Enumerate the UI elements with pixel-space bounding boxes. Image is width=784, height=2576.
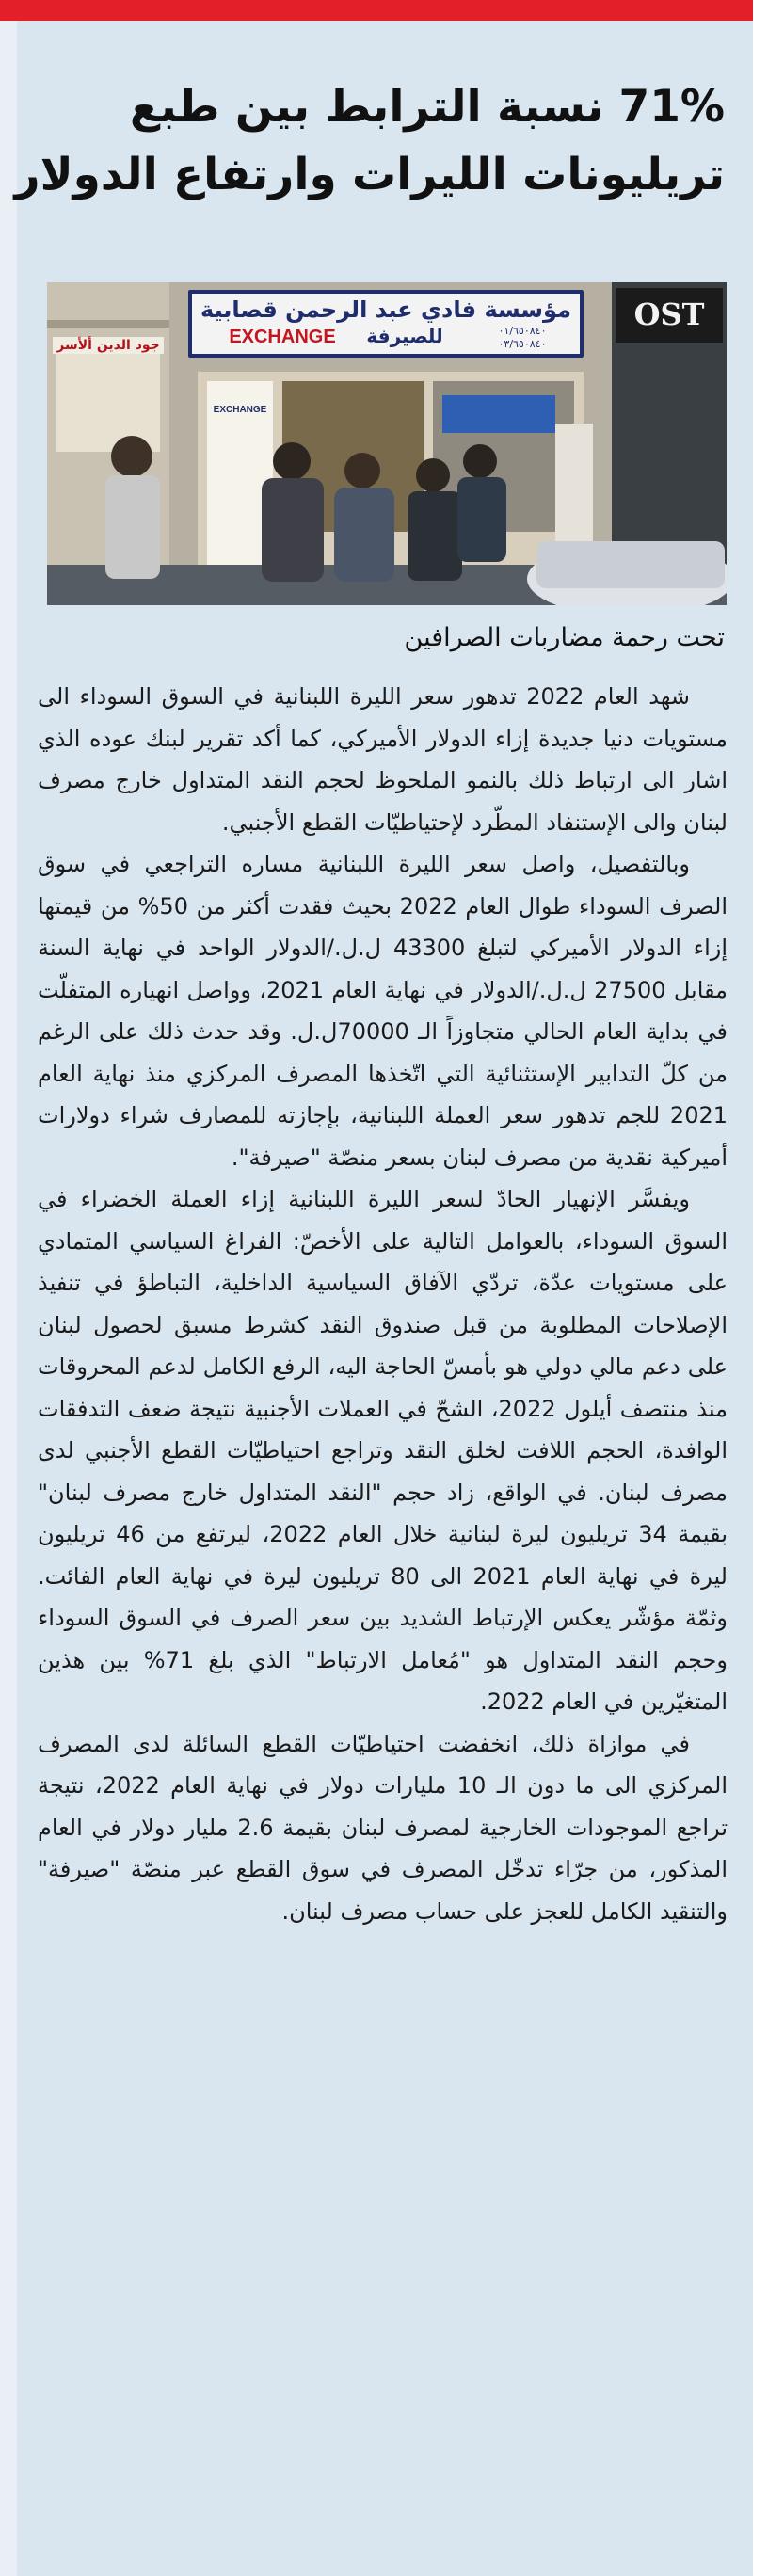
article-paragraph: ويفسَّر الإنهيار الحادّ لسعر الليرة اللبنانية إزاء العملة الخضراء في السوق السوداء، بالعوامل التالية على الأخصّ: الفراغ السياسي المتمادي على مستويات عدّة، تردّي الآفاق السياسية الداخلية، التباطؤ في تنفيذ الإصلاحات المطلوبة من قبل صندوق النقد كشرط مسبق لحصول لبنان على دعم مالي دولي هو بأمسّ الحاجة اليه، الرفع الكامل لدعم المحروقات منذ منتصف أيلول 2022، الشحّ في العملات الأجنبية نتيجة ضعف التدفقات الوافدة، الحجم اللافت لخلق النقد وتراجع احتياطيّات القطع الأجنبي لدى مصرف لبنان. في الواقع، زاد حجم "النقد المتداول خارج مصرف لبنان" بقيمة 34 تريليون ليرة لبنانية خلال العام 2022، ليرتفع من 46 تريليون ليرة في نهاية العام 2021 الى 80 تريليون ليرة في نهاية العام الفائت. وثمّة مؤشّر يعكس الإرتباط الشديد بين سعر الصرف في السوق السوداء وحجم النقد المتداول هو "مُعامل الارتباط" الذي بلغ 71% بين هذين المتغيّرين في العام 2022.	[38, 1186, 728, 1715]
headline	[14, 73, 725, 209]
headline-line-1: 71% نسبة الترابط بين طبع	[129, 81, 725, 133]
neighbour-sign: جود الدين ألأسر	[53, 337, 164, 354]
article-paragraph: شهد العام 2022 تدهور سعر الليرة اللبنانية في السوق السوداء الى مستويات دنيا جديدة إزاء الدولار الأميركي، كما أكد تقرير لبنك عوده الذي اشار الى ارتباط ذلك بالنمو الملحوظ لحجم النقد المتداول خارج مصرف لبنان والى الإستنفاد المطّرد لإحتياطيّات القطع الأجنبي.	[38, 683, 728, 836]
top-accent-bar	[0, 0, 753, 21]
page-margin-left	[0, 21, 17, 2576]
exchange-shop-photo	[47, 282, 727, 605]
page-margin-right	[753, 0, 784, 2576]
shop-sign-exchange: EXCHANGE	[229, 327, 336, 347]
article-paragraph: في موازاة ذلك، انخفضت احتياطيّات القطع السائلة لدى المصرف المركزي الى ما دون الـ 10 مليارات دولار في نهاية العام 2022، نتيجة تراجع الموجودات الخارجية لمصرف لبنان بقيمة 2.6 مليار دولار في العام المذكور، من جرّاء تدخّل المصرف في سوق القطع عبر منصّة "صيرفة" والتنقيد الكامل للعجز على حساب مصرف لبنان.	[38, 1730, 728, 1925]
photo-caption: تحت رحمة مضاربات الصرافين	[404, 623, 725, 652]
neighbour-sign-ost: OST	[633, 296, 705, 332]
shop-sign-phone-2: ٠٣/٦٥٠٨٤٠	[498, 338, 547, 350]
shop-sign-phone-1: ٠١/٦٥٠٨٤٠	[498, 325, 547, 337]
headline-line-2: تريليونات الليرات وارتفاع الدولار	[14, 149, 725, 200]
window-exchange-label: EXCHANGE	[213, 405, 267, 415]
article-body	[38, 676, 728, 1932]
shop-sign-arabic: للصيرفة	[366, 325, 443, 347]
article-paragraph: وبالتفصيل، واصل سعر الليرة اللبنانية مساره التراجعي في سوق الصرف السوداء طوال العام 2022 بحيث فقدت أكثر من 50% من قيمتها إزاء الدولار الأميركي لتبلغ 43300 ل.ل./الدولار الواحد في نهاية السنة مقابل 27500 ل.ل./الدولار في نهاية العام 2021، وواصل انهياره المتفلّت في بداية العام الحالي متجاوزاً الـ 70000ل.ل. وقد حدث ذلك على الرغم من كلّ التدابير الإستثنائية التي اتّخذها المصرف المركزي منذ نهاية العام 2021 للجم تدهور سعر العملة اللبنانية، بإجازته للمصارف شراء دولارات أميركية نقدية من مصرف لبنان بسعر منصّة "صيرفة".	[38, 851, 728, 1171]
shop-sign-main: مؤسسة فادي عبد الرحمن قصابية	[200, 296, 571, 323]
